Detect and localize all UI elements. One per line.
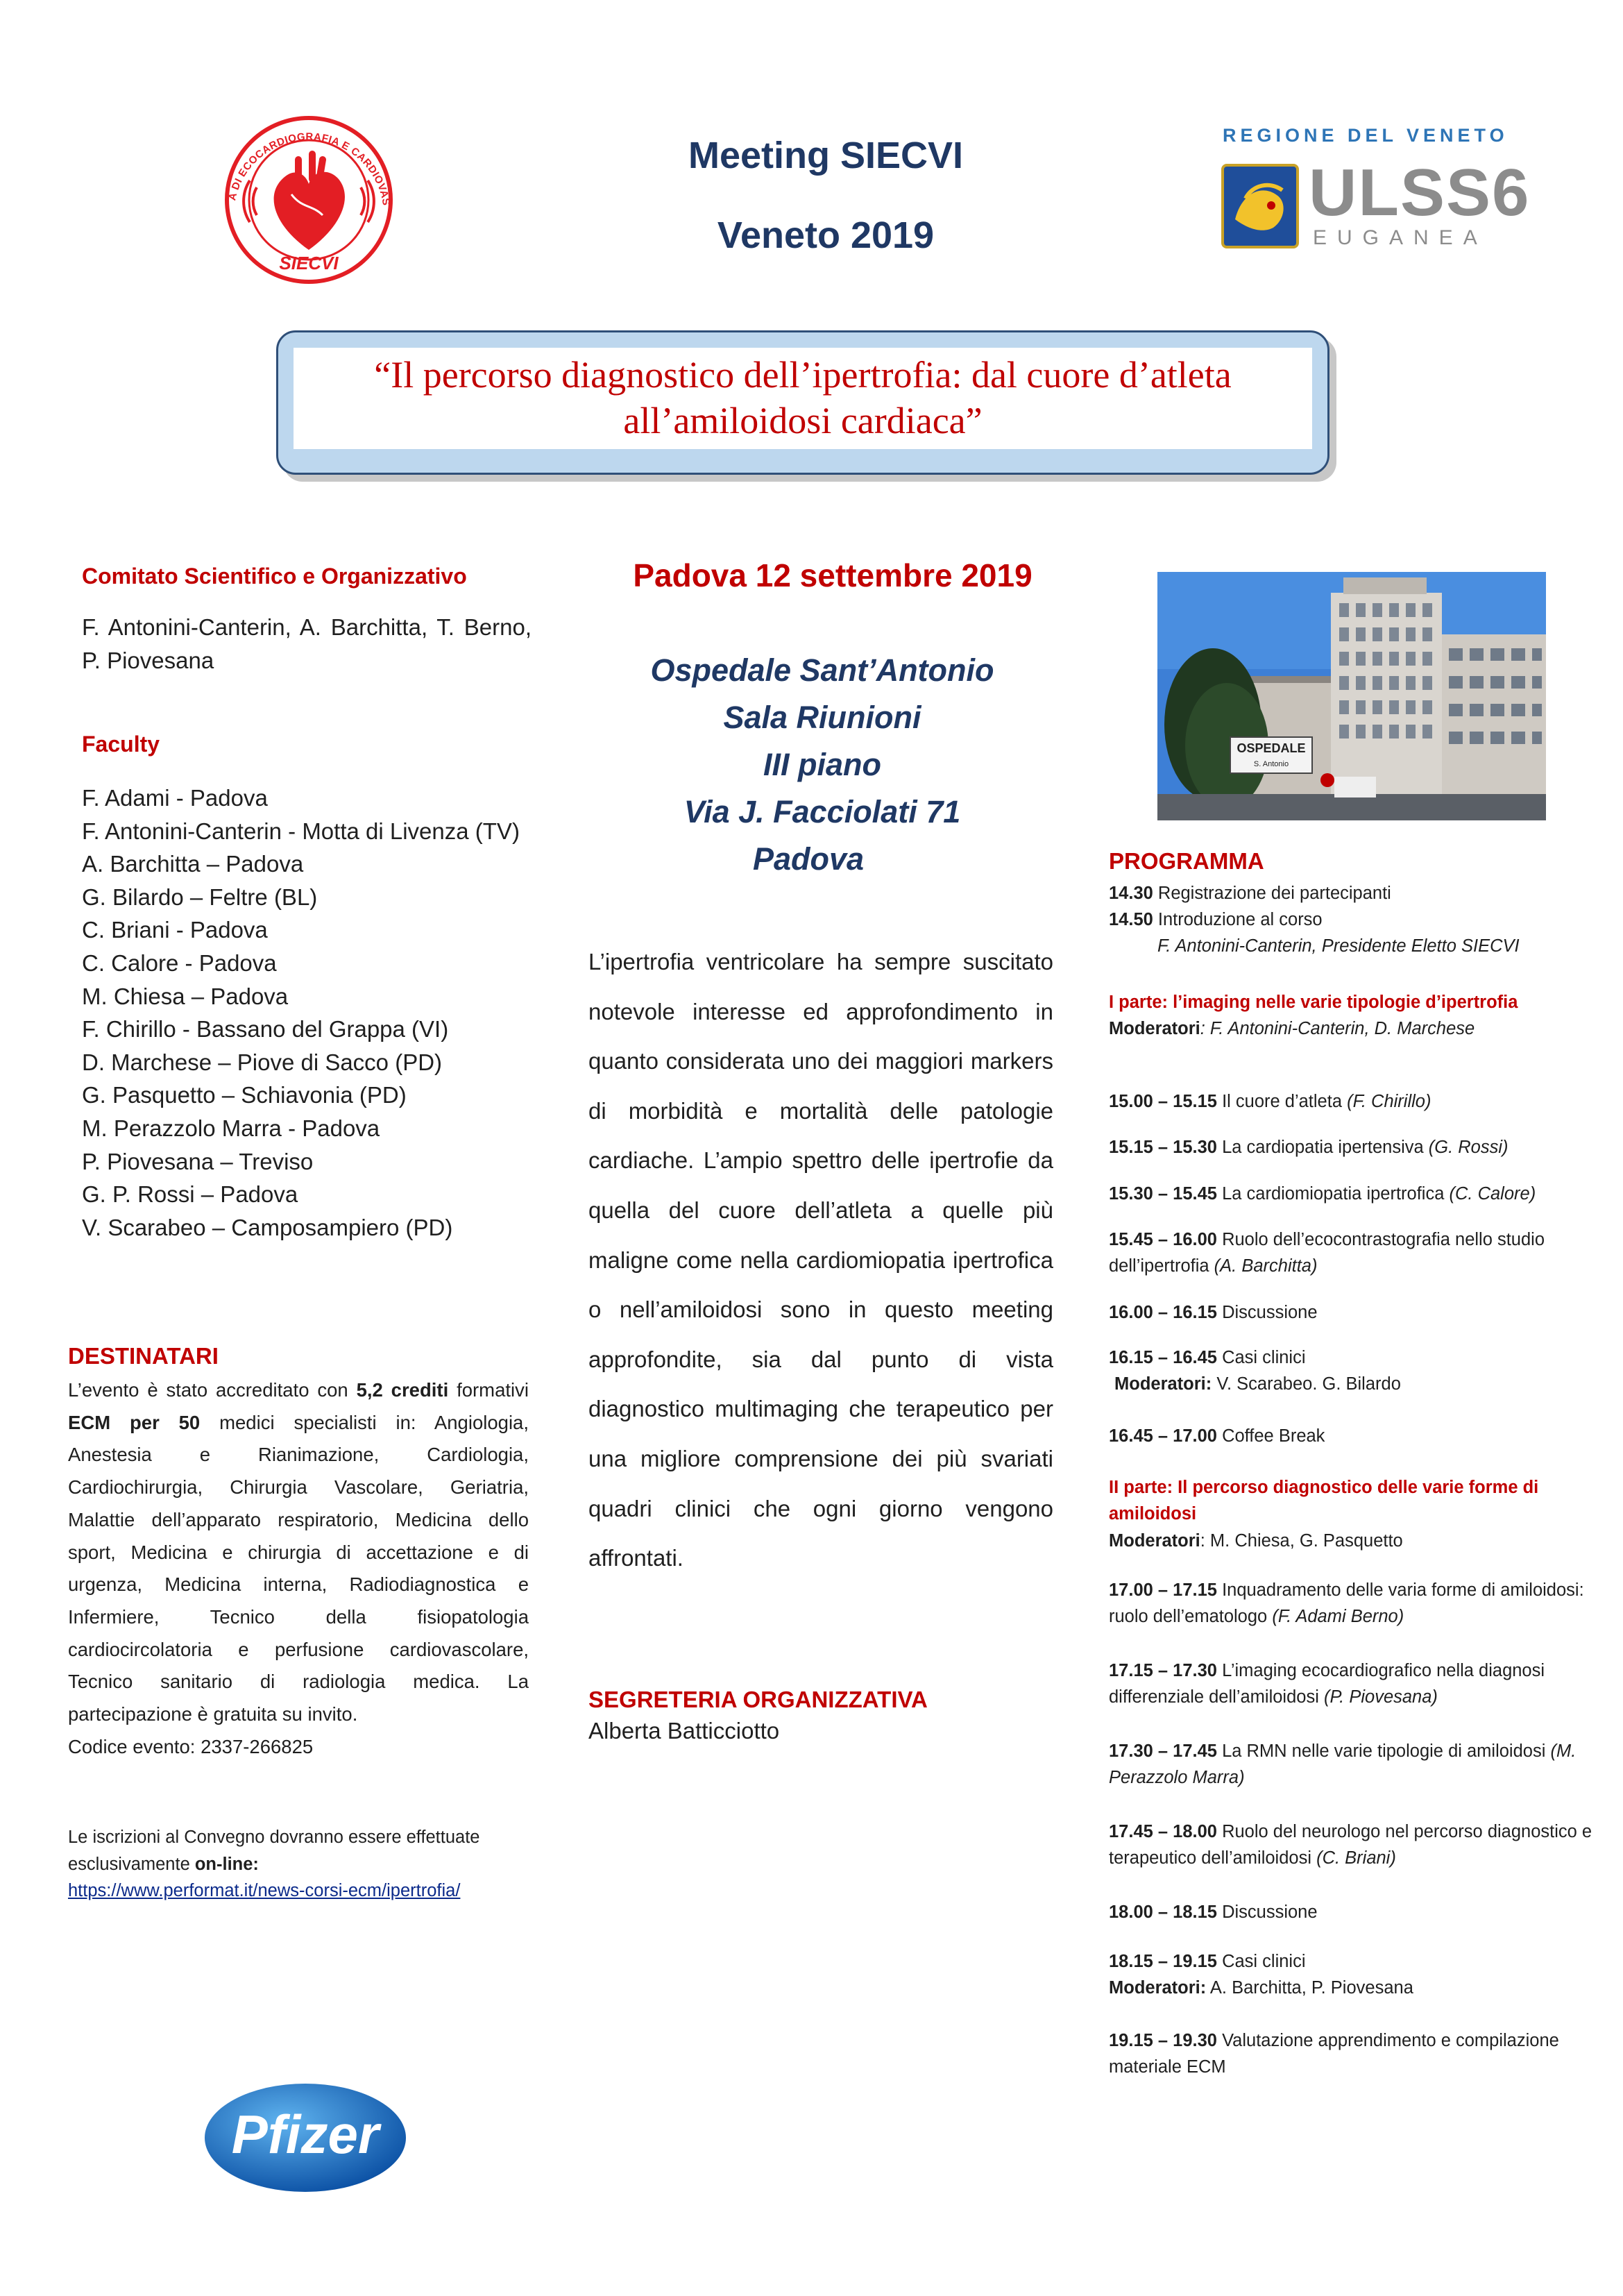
program-row: 14.30 Registrazione dei partecipanti — [1109, 884, 1391, 903]
faculty-member: C. Briani - Padova — [82, 917, 268, 943]
part2-title: II parte: Il percorso diagnostico delle varie forme di amiloidosi — [1109, 1478, 1539, 1523]
svg-text:Pfizer: Pfizer — [231, 2104, 380, 2165]
venue-line: Sala Riunioni — [723, 700, 921, 735]
intro-speaker: F. Antonini-Canterin, Presidente Eletto SIECVI — [1157, 936, 1520, 956]
faculty-member: G. Bilardo – Feltre (BL) — [82, 884, 318, 910]
program-row: 14.50 Introduzione al corso — [1109, 910, 1323, 929]
recipients-heading: DESTINATARI — [68, 1343, 219, 1369]
lion-crest-icon — [1221, 164, 1299, 248]
meeting-title: Meeting SIECVI — [688, 135, 964, 176]
faculty-list — [82, 782, 561, 1244]
venue-line: Padova — [752, 841, 865, 877]
venue-line: III piano — [763, 747, 881, 782]
program-row: 15.00 – 15.15 Il cuore d’atleta (F. Chirillo) — [1109, 1092, 1431, 1111]
svg-text:OSPEDALE: OSPEDALE — [1237, 741, 1306, 755]
faculty-member: F. Antonini-Canterin - Motta di Livenza (TV) — [82, 818, 520, 844]
ecm-value: ECM per 50 — [68, 1411, 201, 1433]
svg-text:SOCIETÀ ITALIANA DI ECOCARDIOG: A DI ECOCARDIOGRAFIA E CARDIOVAS — [226, 130, 393, 207]
program-row: 16.00 – 16.15 Discussione — [1109, 1303, 1318, 1322]
program-row: 17.45 – 18.00 Ruolo del neurologo nel percorso diagnostico e terapeutico dell’amiloidosi (C. Briani) — [1109, 1822, 1592, 1868]
committee-heading: Comitato Scientifico e Organizzativo — [82, 564, 467, 589]
svg-text:SIECVI: SIECVI — [279, 253, 339, 273]
faculty-member: G. P. Rossi – Padova — [82, 1181, 298, 1208]
event-title: “Il percorso diagnostico dell’ipertrofia: dal cuore d’atleta all’amiloidosi cardiaca” — [374, 354, 1232, 441]
program-row: 16.45 – 17.00 Coffee Break — [1109, 1426, 1325, 1446]
committee-names: F. Antonini-Canterin, A. Barchitta, T. Berno, P. Piovesana — [82, 614, 532, 673]
faculty-member: P. Piovesana – Treviso — [82, 1148, 314, 1174]
program-row: 17.00 – 17.15 Inquadramento delle varia forme di amiloidosi: ruolo dell’ematologo (F. Adami Berno) — [1109, 1580, 1584, 1626]
faculty-member: V. Scarabeo – Camposampiero (PD) — [82, 1214, 453, 1240]
event-title-box — [276, 330, 1329, 475]
faculty-heading: Faculty — [82, 732, 160, 757]
event-date: Padova 12 settembre 2019 — [633, 557, 1033, 593]
part1-title: I parte: l’imaging nelle varie tipologie d’ipertrofia — [1109, 993, 1518, 1012]
hospital-photo — [1157, 572, 1546, 820]
faculty-member: F. Chirillo - Bassano del Grappa (VI) — [82, 1016, 449, 1043]
siecvi-logo — [208, 111, 409, 285]
credits-value: 5,2 crediti — [356, 1379, 449, 1401]
ulss-name: ULSS6 — [1309, 155, 1531, 230]
event-code: Codice evento: 2337-266825 — [68, 1735, 314, 1757]
venue-line: Via J. Facciolati 71 — [683, 794, 961, 829]
faculty-member: G. Pasquetto – Schiavonia (PD) — [82, 1082, 407, 1108]
faculty-member: F. Adami - Padova — [82, 785, 268, 811]
program-row: 18.15 – 19.15 Casi clinici — [1109, 1952, 1306, 1971]
program-row: 17.30 – 17.45 La RMN nelle varie tipologie di amiloidosi (M. Perazzolo Marra) — [1109, 1741, 1577, 1787]
abstract: L’ipertrofia ventricolare ha sempre suscitato notevole interesse ed approfondimento in quanto considerata uno dei maggiori markers di morbidità e mortalità delle patologie cardiache. L’ampio spettro delle ipertrofie da quella del cuore dell’atleta a quelle più maligne come nella cardiomiopatia ipertrofica o nell’amiloidosi sono in questo meeting approfondite, sia dal punto di vista diagnostico multimaging che terapeutico per una migliore comprensione dei più svariati quadri clinici che ogni giorno vengono affrontati. — [588, 949, 1053, 1571]
faculty-member: A. Barchitta – Padova — [82, 851, 304, 877]
ulss-sub: EUGANEA — [1313, 226, 1488, 249]
secretariat-name: Alberta Batticciotto — [588, 1718, 780, 1744]
part2-moderators: Moderatori: M. Chiesa, G. Pasquetto — [1109, 1531, 1403, 1551]
registration-note: Le iscrizioni al Convegno dovranno essere effettuate esclusivamente on-line: https://www.performat.it/news-corsi-ecm/ipertrofia/ — [68, 1827, 480, 1900]
program-row: 15.30 – 15.45 La cardiomiopatia ipertrofica (C. Calore) — [1109, 1184, 1536, 1204]
faculty-member: D. Marchese – Piove di Sacco (PD) — [82, 1049, 443, 1075]
ulss-logo — [1221, 125, 1531, 250]
region-label: REGIONE DEL VENETO — [1223, 125, 1509, 146]
program-row: 17.15 – 17.30 L’imaging ecocardiografico nella diagnosi differenziale dell’amiloidosi (P. Piovesana) — [1109, 1661, 1545, 1707]
program-row: 16.15 – 16.45 Casi clinici — [1109, 1348, 1306, 1367]
meeting-subtitle: Veneto 2019 — [717, 214, 935, 256]
cases-moderators: Moderatori: A. Barchitta, P. Piovesana — [1109, 1978, 1413, 1998]
cases-moderators: Moderatori: V. Scarabeo. G. Bilardo — [1114, 1374, 1401, 1394]
program-row: 18.00 – 18.15 Discussione — [1109, 1902, 1318, 1922]
part1-moderators: Moderatori: F. Antonini-Canterin, D. Marchese — [1109, 1019, 1475, 1038]
registration-link[interactable]: https://www.performat.it/news-corsi-ecm/ipertrofia/ — [68, 1881, 461, 1900]
program-row: 15.15 – 15.30 La cardiopatia ipertensiva (G. Rossi) — [1109, 1138, 1509, 1157]
program-row: 19.15 – 19.30 Valutazione apprendimento e compilazione materiale ECM — [1109, 2031, 1559, 2077]
venue-line: Ospedale Sant’Antonio — [650, 652, 994, 688]
faculty-member: M. Chiesa – Padova — [82, 983, 289, 1009]
venue — [618, 647, 1027, 883]
program-heading: PROGRAMMA — [1109, 848, 1264, 874]
secretariat-heading: SEGRETERIA ORGANIZZATIVA — [588, 1687, 928, 1712]
pfizer-logo — [201, 2075, 409, 2200]
recipients-text: L’evento è stato accreditato con 5,2 crediti formativi ECM per 50 medici specialisti in: Angiologia, Anestesia e Rianimazione, Cardiologia, Cardiochirurgia, Chirurgia Vascolare, Geriatria, Malattie dell’apparato respiratorio, Medicina dello sport, Medicina e chirurgia di accettazione e di urgenza, Medicina interna, Radiodiagnostica e Infermiere, Tecnico della fisiopatologia cardiocircolatoria e perfusione cardiovascolare, Tecnico sanitario di radiologia medica. La partecipazione è gratuita su invito. Codice evento: 2337-266825 — [68, 1379, 529, 1757]
faculty-member: C. Calore - Padova — [82, 949, 277, 976]
faculty-member: M. Perazzolo Marra - Padova — [82, 1115, 380, 1141]
program-row: 15.45 – 16.00 Ruolo dell’ecocontrastografia nello studio dell’ipertrofia (A. Barchitta) — [1109, 1230, 1545, 1276]
svg-text:S. Antonio: S. Antonio — [1253, 760, 1289, 768]
